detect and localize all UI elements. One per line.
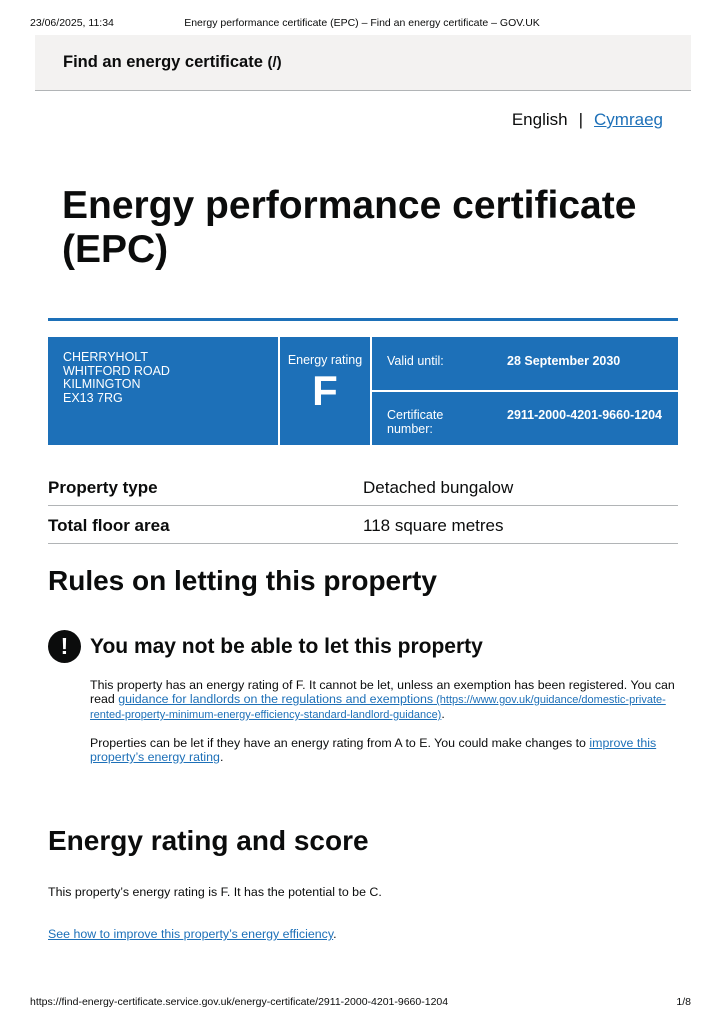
service-name[interactable] (63, 53, 282, 72)
summary-key: Property type (48, 478, 158, 497)
summary-key: Total floor area (48, 516, 170, 535)
site-header (35, 35, 691, 91)
print-datetime: 23/06/2025, 11:34 (30, 17, 114, 29)
warning-title: You may not be able to let this property (90, 635, 483, 658)
print-page-number: 1/8 (676, 996, 691, 1008)
print-document-title: Energy performance certificate (EPC) – Find an energy certificate – GOV.UK (184, 17, 540, 29)
paragraph-end: . (219, 750, 224, 764)
landlord-guidance-url[interactable]: (https://www.gov.uk/guidance/domestic-private-rented-property-minimum-energy-efficiency-standard-landlord-guidance) (90, 694, 666, 721)
warning-icon: ! (48, 630, 81, 663)
letting-ratings-paragraph (90, 736, 682, 764)
summary-row (48, 468, 678, 506)
valid-until-cell (372, 337, 678, 390)
address-line: KILMINGTON (63, 377, 141, 391)
valid-until-label: Valid until: (387, 354, 444, 368)
address-line: CHERRYHOLT (63, 350, 148, 364)
letting-rules-paragraph (90, 678, 682, 722)
section-divider (48, 318, 678, 321)
energy-rating-letter: F (312, 367, 338, 414)
language-switcher (512, 110, 663, 130)
print-header (30, 17, 694, 31)
language-cymraeg-link[interactable]: Cymraeg (594, 110, 663, 129)
language-current: English (511, 110, 568, 129)
address-line: EX13 7RG (63, 390, 123, 405)
energy-rating-label: Energy rating (287, 353, 363, 367)
landlord-guidance-link[interactable] (90, 692, 666, 721)
certificate-summary-box (48, 337, 678, 445)
valid-until-value: 28 September 2030 (507, 354, 621, 368)
energy-rating-summary: This property’s energy rating is F. It has the potential to be C. (48, 885, 382, 899)
summary-value: Detached bungalow (363, 478, 514, 497)
print-url: https://find-energy-certificate.service.gov.uk/energy-certificate/2911-2000-4201-9660-1204 (30, 996, 449, 1008)
rules-heading: Rules on letting this property (48, 565, 437, 596)
summary-row (48, 506, 678, 544)
address-line: WHITFORD ROAD (63, 363, 170, 378)
paragraph-text: This property has an energy rating of F. It cannot be let, unless an exemption has been registered. You can read (90, 678, 675, 706)
improve-rating-link[interactable]: improve this property’s energy rating (90, 736, 657, 764)
landlord-guidance-link-text[interactable]: guidance for landlords on the regulations and exemptions (118, 692, 434, 706)
paragraph-end: . (441, 707, 445, 721)
improve-efficiency-paragraph (48, 927, 678, 941)
property-address (48, 337, 278, 445)
paragraph-end: . (333, 927, 337, 941)
property-summary-list (48, 468, 678, 544)
service-name-text[interactable]: Find an energy certificate (63, 53, 263, 71)
certificate-number-label: Certificate number: (387, 408, 444, 436)
paragraph-text: Properties can be let if they have an energy rating from A to E. You could make changes to (90, 736, 590, 750)
summary-value: 118 square metres (363, 516, 504, 535)
service-root-link[interactable]: (/) (267, 54, 282, 71)
certificate-number-cell (372, 392, 678, 445)
page-title: Energy performance certificate (EPC) (62, 184, 637, 271)
language-separator: | (578, 110, 584, 129)
certificate-number-value: 2911-2000-4201-9660-1204 (507, 408, 662, 422)
improve-efficiency-link[interactable]: See how to improve this property’s energy efficiency (48, 927, 334, 941)
energy-rating-heading: Energy rating and score (48, 825, 369, 856)
energy-rating-cell (280, 337, 370, 445)
